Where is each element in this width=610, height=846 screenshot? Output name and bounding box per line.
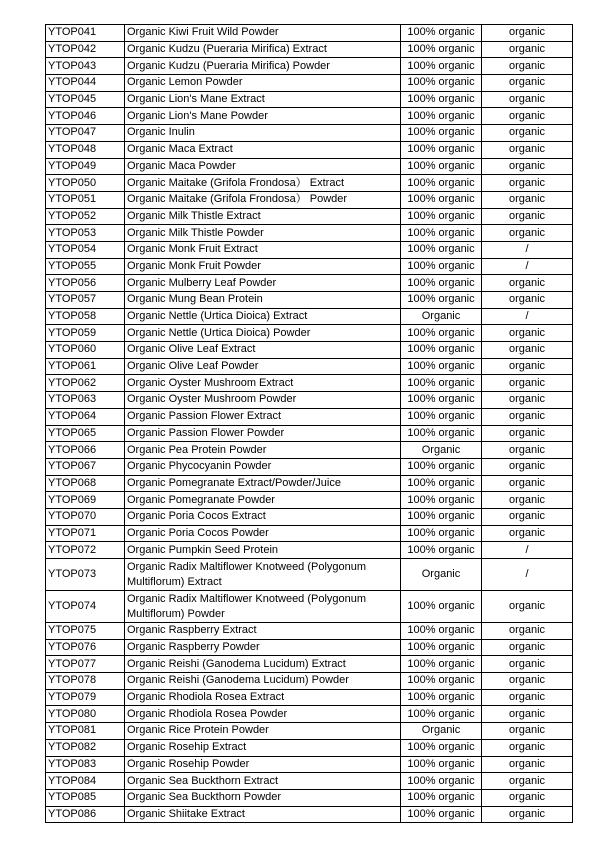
product-name-cell: Organic Kudzu (Pueraria Mirifica) Extract <box>125 41 401 58</box>
table-row <box>46 623 573 640</box>
table-row <box>46 773 573 790</box>
product-name-cell: Organic Reishi (Ganodema Lucidum) Powder <box>125 673 401 690</box>
table-row <box>46 408 573 425</box>
eu-status-cell: organic <box>482 125 573 142</box>
product-name-cell: Organic Monk Fruit Powder <box>125 258 401 275</box>
table-row <box>46 706 573 723</box>
product-code-cell: YTOP055 <box>46 258 125 275</box>
product-name-cell: Organic Milk Thistle Powder <box>125 225 401 242</box>
product-name-cell: Organic Rice Protein Powder <box>125 723 401 740</box>
product-code-cell: YTOP049 <box>46 158 125 175</box>
certification-cell: Organic <box>401 723 482 740</box>
product-name-cell: Organic Oyster Mushroom Powder <box>125 392 401 409</box>
table-row <box>46 525 573 542</box>
product-name-cell: Organic Milk Thistle Extract <box>125 208 401 225</box>
eu-status-cell: organic <box>482 789 573 806</box>
product-name-cell: Organic Pomegranate Extract/Powder/Juice <box>125 475 401 492</box>
eu-status-cell: organic <box>482 706 573 723</box>
certification-cell: 100% organic <box>401 458 482 475</box>
product-code-cell: YTOP051 <box>46 191 125 208</box>
product-name-cell: Organic Maitake (Grifola Frondosa） Extract <box>125 175 401 192</box>
certification-cell: 100% organic <box>401 475 482 492</box>
certification-cell: 100% organic <box>401 225 482 242</box>
table-row <box>46 425 573 442</box>
product-name-cell: Organic Olive Leaf Powder <box>125 358 401 375</box>
eu-status-cell: organic <box>482 508 573 525</box>
table-row <box>46 41 573 58</box>
eu-status-cell: organic <box>482 175 573 192</box>
table-row <box>46 175 573 192</box>
certification-cell: 100% organic <box>401 91 482 108</box>
eu-status-cell: organic <box>482 91 573 108</box>
table-row <box>46 75 573 92</box>
table-row <box>46 275 573 292</box>
certification-cell: Organic <box>401 308 482 325</box>
product-code-cell: YTOP065 <box>46 425 125 442</box>
table-row <box>46 591 573 623</box>
product-code-cell: YTOP043 <box>46 58 125 75</box>
product-code-cell: YTOP061 <box>46 358 125 375</box>
table-row <box>46 739 573 756</box>
certification-cell: 100% organic <box>401 175 482 192</box>
certification-cell: 100% organic <box>401 258 482 275</box>
product-code-cell: YTOP076 <box>46 639 125 656</box>
table-row <box>46 191 573 208</box>
eu-status-cell: organic <box>482 773 573 790</box>
table-row <box>46 806 573 823</box>
product-code-cell: YTOP066 <box>46 442 125 459</box>
eu-status-cell: organic <box>482 325 573 342</box>
table-row <box>46 442 573 459</box>
product-name-cell: Organic Raspberry Powder <box>125 639 401 656</box>
certification-cell: 100% organic <box>401 358 482 375</box>
certification-cell: 100% organic <box>401 739 482 756</box>
certification-cell: 100% organic <box>401 58 482 75</box>
product-name-cell: Organic Oyster Mushroom Extract <box>125 375 401 392</box>
eu-status-cell: organic <box>482 392 573 409</box>
product-code-cell: YTOP072 <box>46 542 125 559</box>
table-row <box>46 375 573 392</box>
product-code-cell: YTOP046 <box>46 108 125 125</box>
product-code-cell: YTOP064 <box>46 408 125 425</box>
product-code-cell: YTOP084 <box>46 773 125 790</box>
eu-status-cell: / <box>482 258 573 275</box>
eu-status-cell: organic <box>482 739 573 756</box>
product-name-cell: Organic Sea Buckthorn Extract <box>125 773 401 790</box>
table-row <box>46 542 573 559</box>
eu-status-cell: organic <box>482 673 573 690</box>
table-row <box>46 158 573 175</box>
eu-status-cell: organic <box>482 425 573 442</box>
product-code-cell: YTOP054 <box>46 241 125 258</box>
table-row <box>46 241 573 258</box>
table-row <box>46 358 573 375</box>
certification-cell: 100% organic <box>401 292 482 309</box>
certification-cell: 100% organic <box>401 789 482 806</box>
eu-status-cell: organic <box>482 41 573 58</box>
table-row <box>46 108 573 125</box>
product-name-cell: Organic Maca Extract <box>125 141 401 158</box>
product-code-cell: YTOP085 <box>46 789 125 806</box>
table-row <box>46 723 573 740</box>
product-name-cell: Organic Pea Protein Powder <box>125 442 401 459</box>
table-row <box>46 789 573 806</box>
certification-cell: 100% organic <box>401 342 482 359</box>
product-code-cell: YTOP058 <box>46 308 125 325</box>
product-code-cell: YTOP063 <box>46 392 125 409</box>
certification-cell: 100% organic <box>401 392 482 409</box>
product-name-cell: Organic Kudzu (Pueraria Mirifica) Powder <box>125 58 401 75</box>
table-row <box>46 508 573 525</box>
eu-status-cell: organic <box>482 656 573 673</box>
product-code-cell: YTOP057 <box>46 292 125 309</box>
table-row <box>46 308 573 325</box>
certification-cell: 100% organic <box>401 191 482 208</box>
product-code-cell: YTOP071 <box>46 525 125 542</box>
eu-status-cell: organic <box>482 275 573 292</box>
table-row <box>46 656 573 673</box>
product-code-cell: YTOP075 <box>46 623 125 640</box>
eu-status-cell: organic <box>482 108 573 125</box>
product-name-cell: Organic Sea Buckthorn Powder <box>125 789 401 806</box>
product-name-cell: Organic Lemon Powder <box>125 75 401 92</box>
eu-status-cell: organic <box>482 723 573 740</box>
eu-status-cell: organic <box>482 492 573 509</box>
eu-status-cell: / <box>482 542 573 559</box>
table-row <box>46 258 573 275</box>
table-row <box>46 225 573 242</box>
certification-cell: 100% organic <box>401 408 482 425</box>
eu-status-cell: organic <box>482 806 573 823</box>
product-name-cell: Organic Raspberry Extract <box>125 623 401 640</box>
certification-cell: Organic <box>401 442 482 459</box>
eu-status-cell: organic <box>482 58 573 75</box>
product-code-cell: YTOP052 <box>46 208 125 225</box>
product-code-cell: YTOP045 <box>46 91 125 108</box>
certification-cell: 100% organic <box>401 656 482 673</box>
product-name-cell: Organic Olive Leaf Extract <box>125 342 401 359</box>
table-row <box>46 689 573 706</box>
product-code-cell: YTOP078 <box>46 673 125 690</box>
certification-cell: 100% organic <box>401 275 482 292</box>
product-code-cell: YTOP059 <box>46 325 125 342</box>
table-row <box>46 91 573 108</box>
product-name-cell: Organic Poria Cocos Powder <box>125 525 401 542</box>
product-code-cell: YTOP042 <box>46 41 125 58</box>
product-name-cell: Organic Maca Powder <box>125 158 401 175</box>
product-code-cell: YTOP081 <box>46 723 125 740</box>
table-row <box>46 141 573 158</box>
product-name-cell: Organic Lion's Mane Extract <box>125 91 401 108</box>
eu-status-cell: organic <box>482 442 573 459</box>
product-code-cell: YTOP083 <box>46 756 125 773</box>
product-code-cell: YTOP077 <box>46 656 125 673</box>
eu-status-cell: organic <box>482 358 573 375</box>
certification-cell: 100% organic <box>401 542 482 559</box>
certification-cell: 100% organic <box>401 689 482 706</box>
product-code-cell: YTOP067 <box>46 458 125 475</box>
product-table <box>45 24 573 823</box>
product-code-cell: YTOP070 <box>46 508 125 525</box>
table-row <box>46 756 573 773</box>
product-name-cell: Organic Rhodiola Rosea Extract <box>125 689 401 706</box>
table-row <box>46 292 573 309</box>
product-code-cell: YTOP041 <box>46 25 125 42</box>
eu-status-cell: organic <box>482 639 573 656</box>
eu-status-cell: organic <box>482 475 573 492</box>
product-code-cell: YTOP080 <box>46 706 125 723</box>
eu-status-cell: organic <box>482 591 573 623</box>
certification-cell: 100% organic <box>401 141 482 158</box>
table-row <box>46 673 573 690</box>
eu-status-cell: organic <box>482 408 573 425</box>
certification-cell: 100% organic <box>401 492 482 509</box>
product-name-cell: Organic Radix Maltiflower Knotweed (Polygonum Multiflorum) Powder <box>125 591 401 623</box>
eu-status-cell: organic <box>482 342 573 359</box>
product-code-cell: YTOP044 <box>46 75 125 92</box>
product-name-cell: Organic Mung Bean Protein <box>125 292 401 309</box>
certification-cell: Organic <box>401 559 482 591</box>
product-code-cell: YTOP086 <box>46 806 125 823</box>
certification-cell: 100% organic <box>401 425 482 442</box>
product-name-cell: Organic Radix Maltiflower Knotweed (Polygonum Multiflorum) Extract <box>125 559 401 591</box>
product-name-cell: Organic Shiitake Extract <box>125 806 401 823</box>
eu-status-cell: organic <box>482 375 573 392</box>
certification-cell: 100% organic <box>401 75 482 92</box>
eu-status-cell: organic <box>482 208 573 225</box>
certification-cell: 100% organic <box>401 591 482 623</box>
product-name-cell: Organic Rosehip Extract <box>125 739 401 756</box>
product-name-cell: Organic Reishi (Ganodema Lucidum) Extract <box>125 656 401 673</box>
product-code-cell: YTOP079 <box>46 689 125 706</box>
table-row <box>46 475 573 492</box>
product-name-cell: Organic Monk Fruit Extract <box>125 241 401 258</box>
certification-cell: 100% organic <box>401 108 482 125</box>
product-name-cell: Organic Passion Flower Extract <box>125 408 401 425</box>
certification-cell: 100% organic <box>401 806 482 823</box>
product-name-cell: Organic Rhodiola Rosea Powder <box>125 706 401 723</box>
certification-cell: 100% organic <box>401 673 482 690</box>
certification-cell: 100% organic <box>401 241 482 258</box>
table-row <box>46 492 573 509</box>
product-name-cell: Organic Poria Cocos Extract <box>125 508 401 525</box>
certification-cell: 100% organic <box>401 706 482 723</box>
eu-status-cell: organic <box>482 141 573 158</box>
product-code-cell: YTOP068 <box>46 475 125 492</box>
table-row <box>46 25 573 42</box>
product-code-cell: YTOP074 <box>46 591 125 623</box>
certification-cell: 100% organic <box>401 208 482 225</box>
eu-status-cell: organic <box>482 225 573 242</box>
eu-status-cell: organic <box>482 525 573 542</box>
table-row <box>46 58 573 75</box>
product-name-cell: Organic Pumpkin Seed Protein <box>125 542 401 559</box>
eu-status-cell: / <box>482 559 573 591</box>
eu-status-cell: organic <box>482 623 573 640</box>
product-table-body <box>46 25 573 823</box>
certification-cell: 100% organic <box>401 525 482 542</box>
product-name-cell: Organic Maitake (Grifola Frondosa） Powder <box>125 191 401 208</box>
eu-status-cell: / <box>482 241 573 258</box>
table-row <box>46 208 573 225</box>
product-name-cell: Organic Passion Flower Powder <box>125 425 401 442</box>
table-row <box>46 639 573 656</box>
product-name-cell: Organic Nettle (Urtica Dioica) Extract <box>125 308 401 325</box>
eu-status-cell: organic <box>482 458 573 475</box>
product-name-cell: Organic Mulberry Leaf Powder <box>125 275 401 292</box>
product-name-cell: Organic Kiwi Fruit Wild Powder <box>125 25 401 42</box>
table-row <box>46 458 573 475</box>
product-code-cell: YTOP082 <box>46 739 125 756</box>
table-row <box>46 325 573 342</box>
certification-cell: 100% organic <box>401 375 482 392</box>
product-name-cell: Organic Phycocyanin Powder <box>125 458 401 475</box>
certification-cell: 100% organic <box>401 125 482 142</box>
table-row <box>46 342 573 359</box>
certification-cell: 100% organic <box>401 25 482 42</box>
table-row <box>46 392 573 409</box>
certification-cell: 100% organic <box>401 158 482 175</box>
eu-status-cell: organic <box>482 191 573 208</box>
certification-cell: 100% organic <box>401 623 482 640</box>
product-name-cell: Organic Pomegranate Powder <box>125 492 401 509</box>
product-code-cell: YTOP069 <box>46 492 125 509</box>
product-code-cell: YTOP056 <box>46 275 125 292</box>
product-name-cell: Organic Inulin <box>125 125 401 142</box>
product-code-cell: YTOP073 <box>46 559 125 591</box>
product-code-cell: YTOP047 <box>46 125 125 142</box>
table-row <box>46 125 573 142</box>
product-name-cell: Organic Lion's Mane Powder <box>125 108 401 125</box>
product-code-cell: YTOP062 <box>46 375 125 392</box>
certification-cell: 100% organic <box>401 325 482 342</box>
certification-cell: 100% organic <box>401 773 482 790</box>
product-code-cell: YTOP048 <box>46 141 125 158</box>
eu-status-cell: organic <box>482 25 573 42</box>
product-code-cell: YTOP060 <box>46 342 125 359</box>
certification-cell: 100% organic <box>401 639 482 656</box>
eu-status-cell: organic <box>482 689 573 706</box>
product-name-cell: Organic Rosehip Powder <box>125 756 401 773</box>
certification-cell: 100% organic <box>401 41 482 58</box>
eu-status-cell: organic <box>482 756 573 773</box>
product-name-cell: Organic Nettle (Urtica Dioica) Powder <box>125 325 401 342</box>
eu-status-cell: organic <box>482 158 573 175</box>
product-code-cell: YTOP053 <box>46 225 125 242</box>
product-code-cell: YTOP050 <box>46 175 125 192</box>
table-row <box>46 559 573 591</box>
eu-status-cell: organic <box>482 292 573 309</box>
eu-status-cell: organic <box>482 75 573 92</box>
certification-cell: 100% organic <box>401 756 482 773</box>
certification-cell: 100% organic <box>401 508 482 525</box>
eu-status-cell: / <box>482 308 573 325</box>
